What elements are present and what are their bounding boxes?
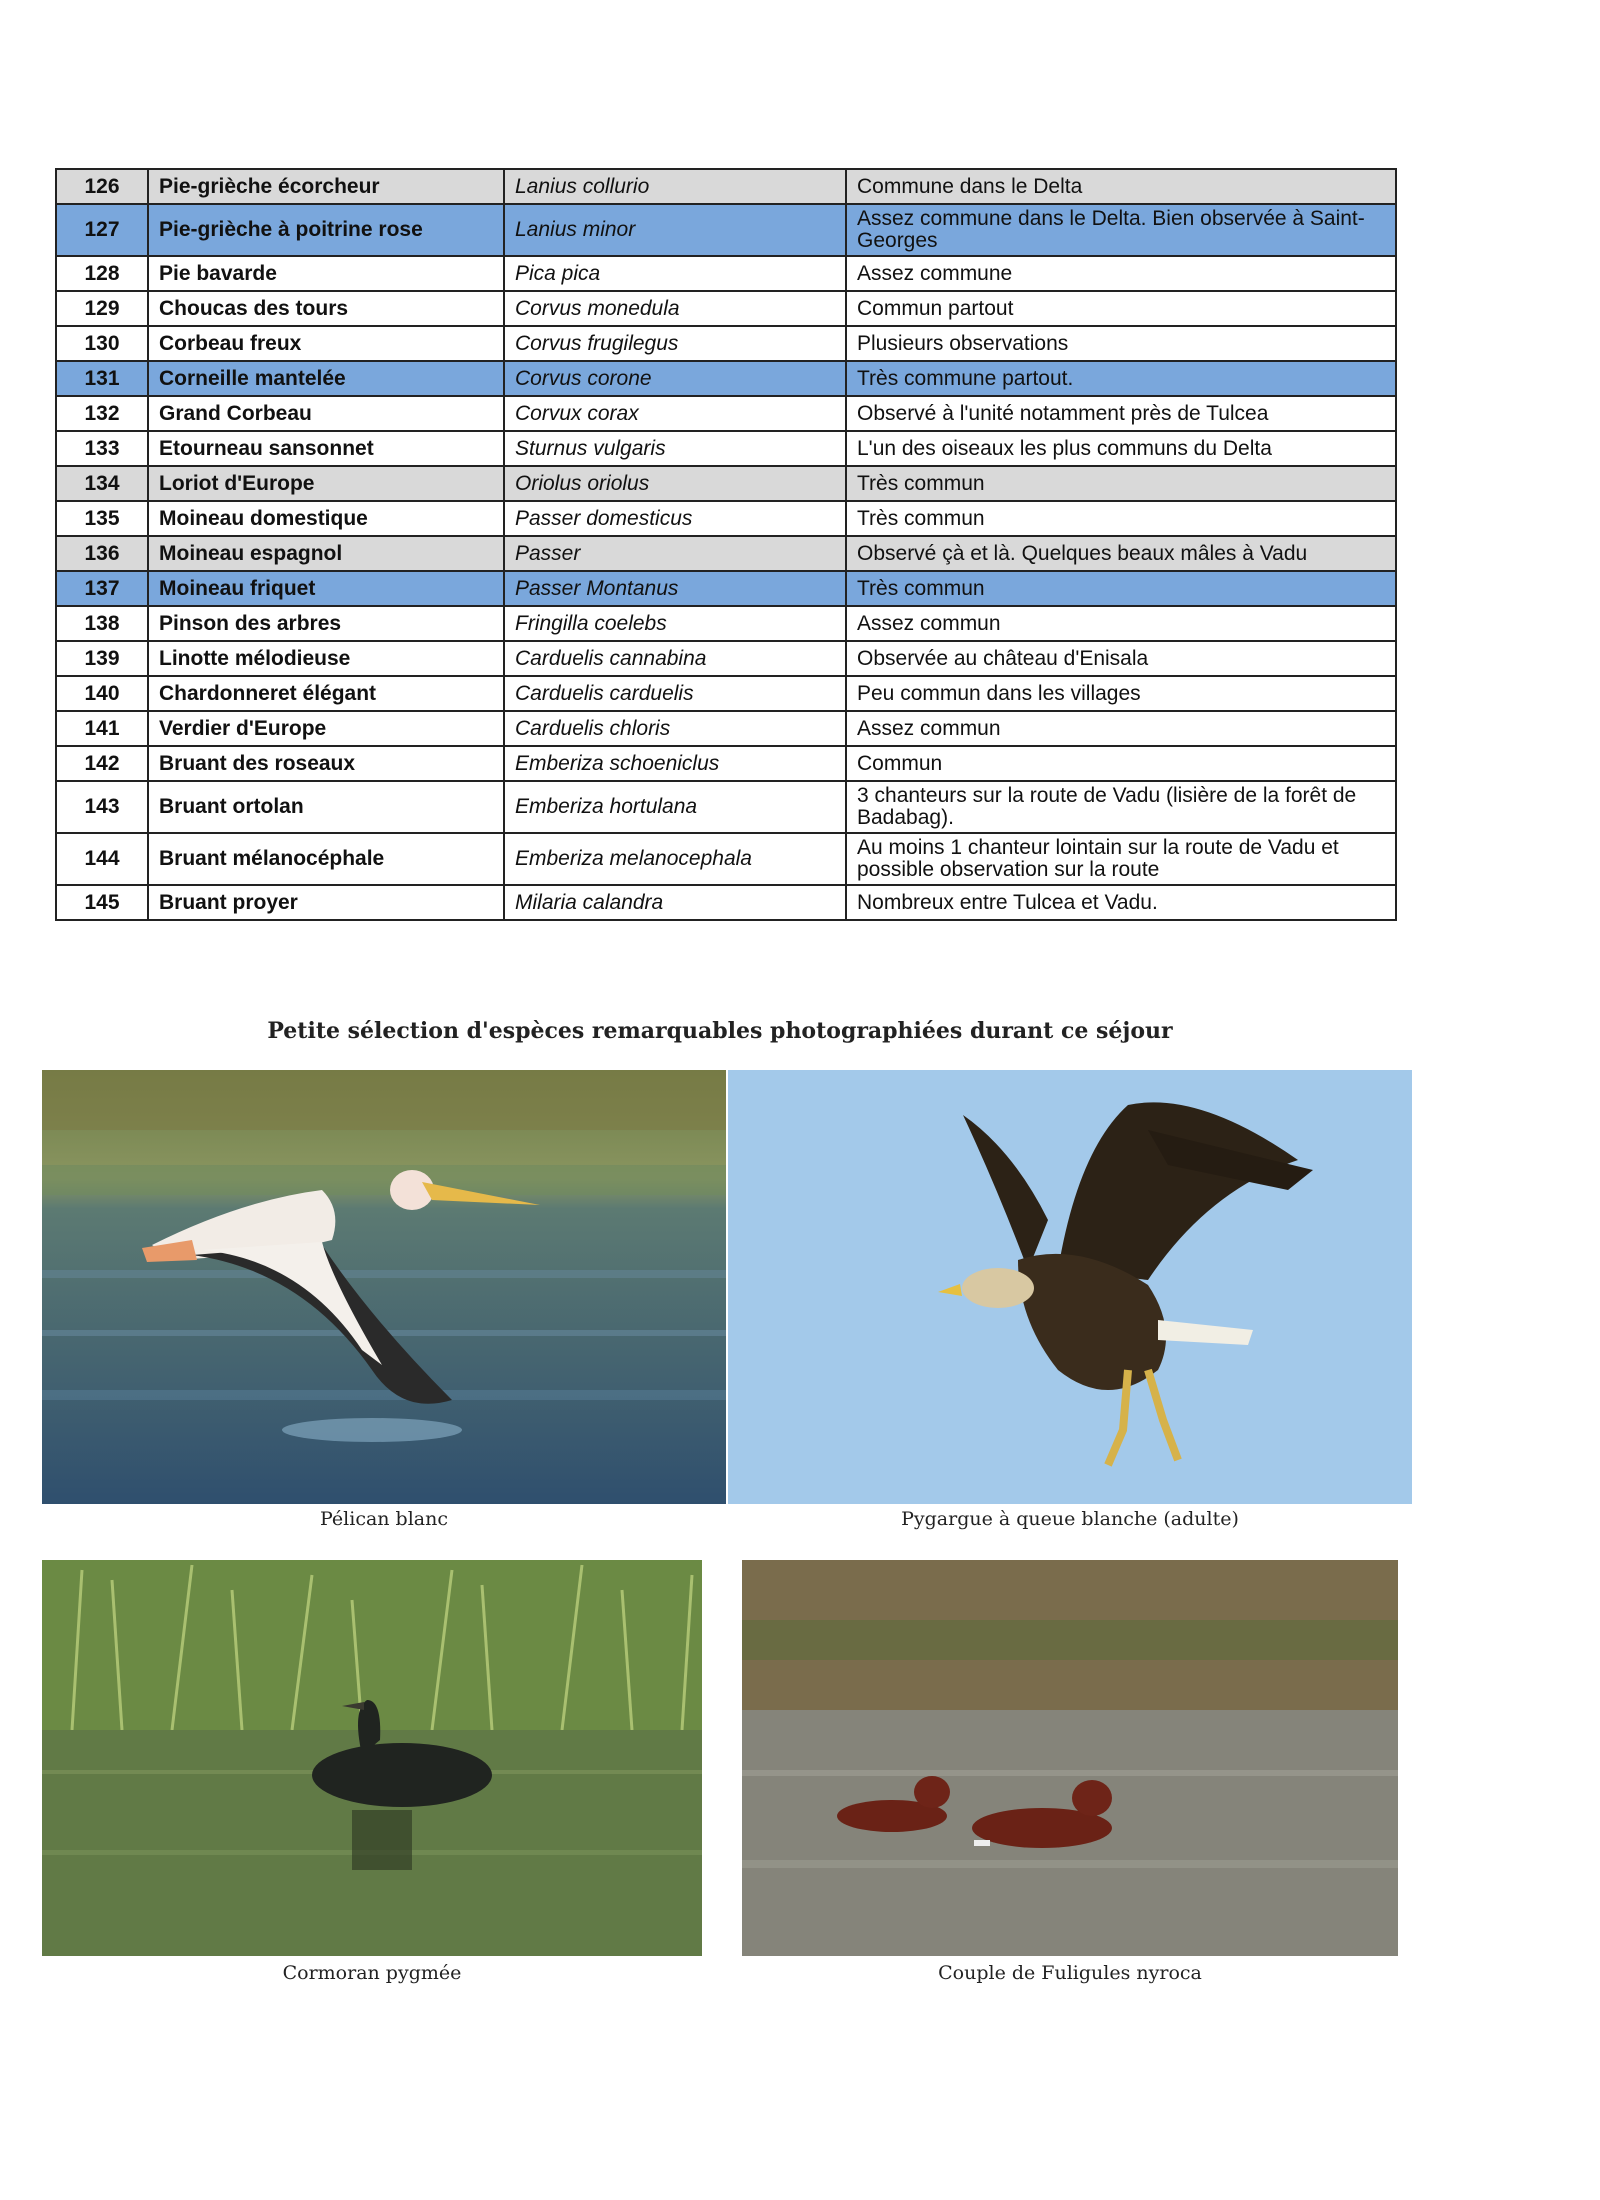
latin-name: Carduelis chloris bbox=[504, 711, 846, 746]
observation-note: Très commune partout. bbox=[846, 361, 1396, 396]
species-table bbox=[55, 168, 1397, 921]
cormorant-image bbox=[42, 1560, 702, 1956]
row-number: 136 bbox=[56, 536, 148, 571]
species-name: Linotte mélodieuse bbox=[148, 641, 504, 676]
observation-note: 3 chanteurs sur la route de Vadu (lisière de la forêt de Badabag). bbox=[846, 781, 1396, 833]
caption-cormorant: Cormoran pygmée bbox=[282, 1962, 462, 1984]
pelican-image bbox=[42, 1070, 726, 1504]
row-number: 140 bbox=[56, 676, 148, 711]
species-name: Chardonneret élégant bbox=[148, 676, 504, 711]
latin-name: Corvus frugilegus bbox=[504, 326, 846, 361]
observation-note: Commune dans le Delta bbox=[846, 169, 1396, 204]
ducks-image bbox=[742, 1560, 1398, 1956]
row-number: 127 bbox=[56, 204, 148, 256]
latin-name: Lanius minor bbox=[504, 204, 846, 256]
latin-name: Milaria calandra bbox=[504, 885, 846, 920]
observation-note: Nombreux entre Tulcea et Vadu. bbox=[846, 885, 1396, 920]
row-number: 133 bbox=[56, 431, 148, 466]
row-number: 141 bbox=[56, 711, 148, 746]
photo-ducks bbox=[742, 1560, 1398, 1956]
latin-name: Passer Montanus bbox=[504, 571, 846, 606]
observation-note: Assez commun bbox=[846, 711, 1396, 746]
observation-note: Peu commun dans les villages bbox=[846, 676, 1396, 711]
latin-name: Oriolus oriolus bbox=[504, 466, 846, 501]
table-row bbox=[56, 536, 1396, 571]
table-row bbox=[56, 676, 1396, 711]
row-number: 132 bbox=[56, 396, 148, 431]
table-row bbox=[56, 169, 1396, 204]
species-name: Bruant proyer bbox=[148, 885, 504, 920]
species-name: Choucas des tours bbox=[148, 291, 504, 326]
row-number: 137 bbox=[56, 571, 148, 606]
species-name: Pie bavarde bbox=[148, 256, 504, 291]
latin-name: Carduelis carduelis bbox=[504, 676, 846, 711]
table-row bbox=[56, 291, 1396, 326]
latin-name: Passer domesticus bbox=[504, 501, 846, 536]
photo-eagle bbox=[728, 1070, 1412, 1504]
table-row bbox=[56, 885, 1396, 920]
species-name: Pie-grièche écorcheur bbox=[148, 169, 504, 204]
observation-note: Observé à l'unité notamment près de Tulcea bbox=[846, 396, 1396, 431]
species-name: Grand Corbeau bbox=[148, 396, 504, 431]
row-number: 138 bbox=[56, 606, 148, 641]
species-name: Etourneau sansonnet bbox=[148, 431, 504, 466]
table-row bbox=[56, 361, 1396, 396]
table-row bbox=[56, 501, 1396, 536]
observation-note: Plusieurs observations bbox=[846, 326, 1396, 361]
caption-ducks: Couple de Fuligules nyroca bbox=[938, 1962, 1202, 1984]
section-title: Petite sélection d'espèces remarquables photographiées durant ce séjour bbox=[267, 1018, 1173, 1044]
table-row bbox=[56, 711, 1396, 746]
observation-note: L'un des oiseaux les plus communs du Delta bbox=[846, 431, 1396, 466]
caption-eagle: Pygargue à queue blanche (adulte) bbox=[901, 1508, 1239, 1530]
observation-note: Commun partout bbox=[846, 291, 1396, 326]
row-number: 128 bbox=[56, 256, 148, 291]
latin-name: Emberiza hortulana bbox=[504, 781, 846, 833]
caption-pelican: Pélican blanc bbox=[319, 1508, 449, 1530]
latin-name: Fringilla coelebs bbox=[504, 606, 846, 641]
species-name: Pie-grièche à poitrine rose bbox=[148, 204, 504, 256]
latin-name: Emberiza melanocephala bbox=[504, 833, 846, 885]
table-row bbox=[56, 466, 1396, 501]
observation-note: Assez commune bbox=[846, 256, 1396, 291]
species-name: Bruant des roseaux bbox=[148, 746, 504, 781]
species-name: Corbeau freux bbox=[148, 326, 504, 361]
species-name: Bruant ortolan bbox=[148, 781, 504, 833]
latin-name: Sturnus vulgaris bbox=[504, 431, 846, 466]
latin-name: Corvux corax bbox=[504, 396, 846, 431]
row-number: 142 bbox=[56, 746, 148, 781]
row-number: 144 bbox=[56, 833, 148, 885]
table-row bbox=[56, 746, 1396, 781]
observation-note: Assez commun bbox=[846, 606, 1396, 641]
species-name: Loriot d'Europe bbox=[148, 466, 504, 501]
observation-note: Observé çà et là. Quelques beaux mâles à Vadu bbox=[846, 536, 1396, 571]
species-name: Corneille mantelée bbox=[148, 361, 504, 396]
row-number: 131 bbox=[56, 361, 148, 396]
row-number: 143 bbox=[56, 781, 148, 833]
latin-name: Emberiza schoeniclus bbox=[504, 746, 846, 781]
observation-note: Au moins 1 chanteur lointain sur la route de Vadu et possible observation sur la route bbox=[846, 833, 1396, 885]
species-name: Verdier d'Europe bbox=[148, 711, 504, 746]
observation-note: Très commun bbox=[846, 501, 1396, 536]
observation-note: Très commun bbox=[846, 466, 1396, 501]
latin-name: Pica pica bbox=[504, 256, 846, 291]
latin-name: Lanius collurio bbox=[504, 169, 846, 204]
species-name: Bruant mélanocéphale bbox=[148, 833, 504, 885]
observation-note: Commun bbox=[846, 746, 1396, 781]
latin-name: Corvus monedula bbox=[504, 291, 846, 326]
latin-name: Passer bbox=[504, 536, 846, 571]
table-row bbox=[56, 571, 1396, 606]
photo-pelican bbox=[42, 1070, 726, 1504]
species-name: Moineau friquet bbox=[148, 571, 504, 606]
species-name: Moineau domestique bbox=[148, 501, 504, 536]
table-row bbox=[56, 204, 1396, 256]
latin-name: Corvus corone bbox=[504, 361, 846, 396]
table-row bbox=[56, 606, 1396, 641]
observation-note: Très commun bbox=[846, 571, 1396, 606]
row-number: 126 bbox=[56, 169, 148, 204]
table-row bbox=[56, 641, 1396, 676]
eagle-image bbox=[728, 1070, 1412, 1504]
row-number: 134 bbox=[56, 466, 148, 501]
table-row bbox=[56, 396, 1396, 431]
row-number: 130 bbox=[56, 326, 148, 361]
species-name: Pinson des arbres bbox=[148, 606, 504, 641]
table-row bbox=[56, 781, 1396, 833]
row-number: 135 bbox=[56, 501, 148, 536]
row-number: 139 bbox=[56, 641, 148, 676]
latin-name: Carduelis cannabina bbox=[504, 641, 846, 676]
table-row bbox=[56, 431, 1396, 466]
table-row bbox=[56, 326, 1396, 361]
observation-note: Observée au château d'Enisala bbox=[846, 641, 1396, 676]
observation-note: Assez commune dans le Delta. Bien observée à Saint-Georges bbox=[846, 204, 1396, 256]
photo-cormorant bbox=[42, 1560, 702, 1956]
row-number: 129 bbox=[56, 291, 148, 326]
table-row bbox=[56, 833, 1396, 885]
table-row bbox=[56, 256, 1396, 291]
species-name: Moineau espagnol bbox=[148, 536, 504, 571]
row-number: 145 bbox=[56, 885, 148, 920]
